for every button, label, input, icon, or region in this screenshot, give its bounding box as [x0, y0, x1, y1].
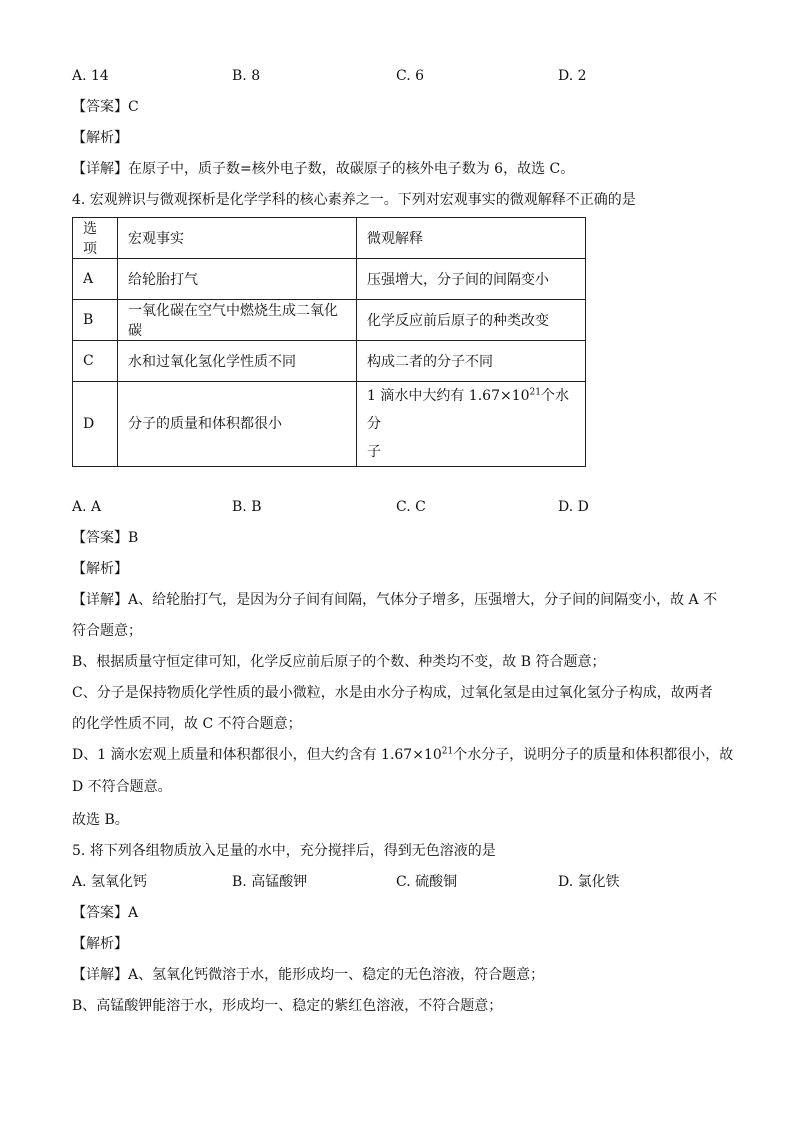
q5-detail-line: B、高锰酸钾能溶于水，形成均一、稳定的紫红色溶液，不符合题意；: [72, 998, 503, 1014]
q3-analysis-label: 【解析】: [72, 130, 128, 146]
row-c-explain: 构成二者的分子不同: [357, 341, 586, 382]
q3-option-a: A. 14: [72, 68, 109, 84]
q4-answer: 【答案】B: [72, 530, 139, 546]
q3-detail: 【详解】在原子中，质子数=核外电子数，故碳原子的核外电子数为 6，故选 C。: [72, 161, 575, 177]
header-explain: 微观解释: [357, 218, 586, 259]
row-b-option: B: [73, 300, 118, 341]
q4-option-a: A. A: [72, 499, 102, 515]
q5-analysis-label: 【解析】: [72, 936, 128, 952]
q5-option-c: C. 硫酸铜: [396, 874, 458, 890]
table-row: [73, 341, 586, 382]
header-fact: 宏观事实: [118, 218, 357, 259]
q4-option-d: D. D: [558, 499, 589, 515]
q4-detail-line: D 不符合题意。: [72, 779, 172, 795]
q4-detail-line: B、根据质量守恒定律可知，化学反应前后原子的个数、种类均不变，故 B 符合题意；: [72, 654, 606, 670]
q4-detail-line: 的化学性质不同，故 C 不符合题意；: [72, 716, 302, 732]
q4-options: [72, 497, 732, 517]
q4-table: [72, 217, 586, 467]
row-d-explain-exponent: 21: [529, 387, 541, 398]
q4-detail-line: [72, 745, 733, 765]
row-d-explain-line2: 子: [367, 444, 381, 460]
q4-detail-line: C、分子是保持物质化学性质的最小微粒，水是由水分子构成，过氧化氢是由过氧化氢分子构成，故两者: [72, 685, 713, 701]
q4-stem: 4. 宏观辨识与微观探析是化学学科的核心素养之一。下列对宏观事实的微观解释不正确的是: [72, 192, 636, 208]
q4-detail-line: 【详解】A、给轮胎打气，是因为分子间有间隔，气体分子增多，压强增大，分子间的间隔变小，故 A 不: [72, 592, 718, 608]
row-b-explain: 化学反应前后原子的种类改变: [357, 300, 586, 341]
q3-option-c: C. 6: [396, 68, 425, 84]
q5-options: [72, 872, 732, 892]
q4-conclusion: 故选 B。: [72, 812, 129, 828]
q3-option-b: B. 8: [232, 68, 261, 84]
table-row: [73, 382, 586, 467]
q4-option-b: B. B: [232, 499, 262, 515]
row-a-option: A: [73, 259, 118, 300]
q5-stem: 5. 将下列各组物质放入足量的水中，充分搅拌后，得到无色溶液的是: [72, 843, 496, 859]
row-a-explain: 压强增大，分子间的间隔变小: [357, 259, 586, 300]
q4-detail-d-post: 个水分子，说明分子的质量和体积都很小，故: [453, 747, 734, 763]
table-header-row: [73, 218, 586, 259]
q4-detail-line: 符合题意；: [72, 623, 142, 639]
row-a-fact: 给轮胎打气: [118, 259, 357, 300]
row-d-explain-post: 个水分: [367, 388, 569, 432]
q5-option-d: D. 氯化铁: [558, 874, 620, 890]
q4-detail-d-exponent: 21: [441, 746, 454, 757]
row-d-option: D: [73, 382, 118, 467]
q5-option-a: A. 氢氧化钙: [72, 874, 148, 890]
q5-detail-line: 【详解】A、氢氧化钙微溶于水，能形成均一、稳定的无色溶液，符合题意；: [72, 967, 545, 983]
table-row: [73, 300, 586, 341]
q4-analysis-label: 【解析】: [72, 561, 128, 577]
header-option: 选项: [73, 218, 118, 259]
row-b-fact: 一氧化碳在空气中燃烧生成二氧化碳: [118, 300, 357, 341]
row-c-option: C: [73, 341, 118, 382]
row-d-fact: 分子的质量和体积都很小: [118, 382, 357, 467]
row-c-fact: 水和过氧化氢化学性质不同: [118, 341, 357, 382]
q4-option-c: C. C: [396, 499, 426, 515]
row-d-explain: [357, 382, 586, 467]
q3-option-d: D. 2: [558, 68, 587, 84]
q5-answer: 【答案】A: [72, 905, 139, 921]
row-d-explain-pre: 1 滴水中大约有 1.67×10: [367, 388, 530, 404]
q5-option-b: B. 高锰酸钾: [232, 874, 308, 890]
q3-answer: 【答案】C: [72, 99, 139, 115]
table-row: [73, 259, 586, 300]
q3-options: [72, 66, 732, 86]
q4-detail-d-pre: D、1 滴水宏观上质量和体积都很小，但大约含有 1.67×10: [72, 747, 442, 763]
